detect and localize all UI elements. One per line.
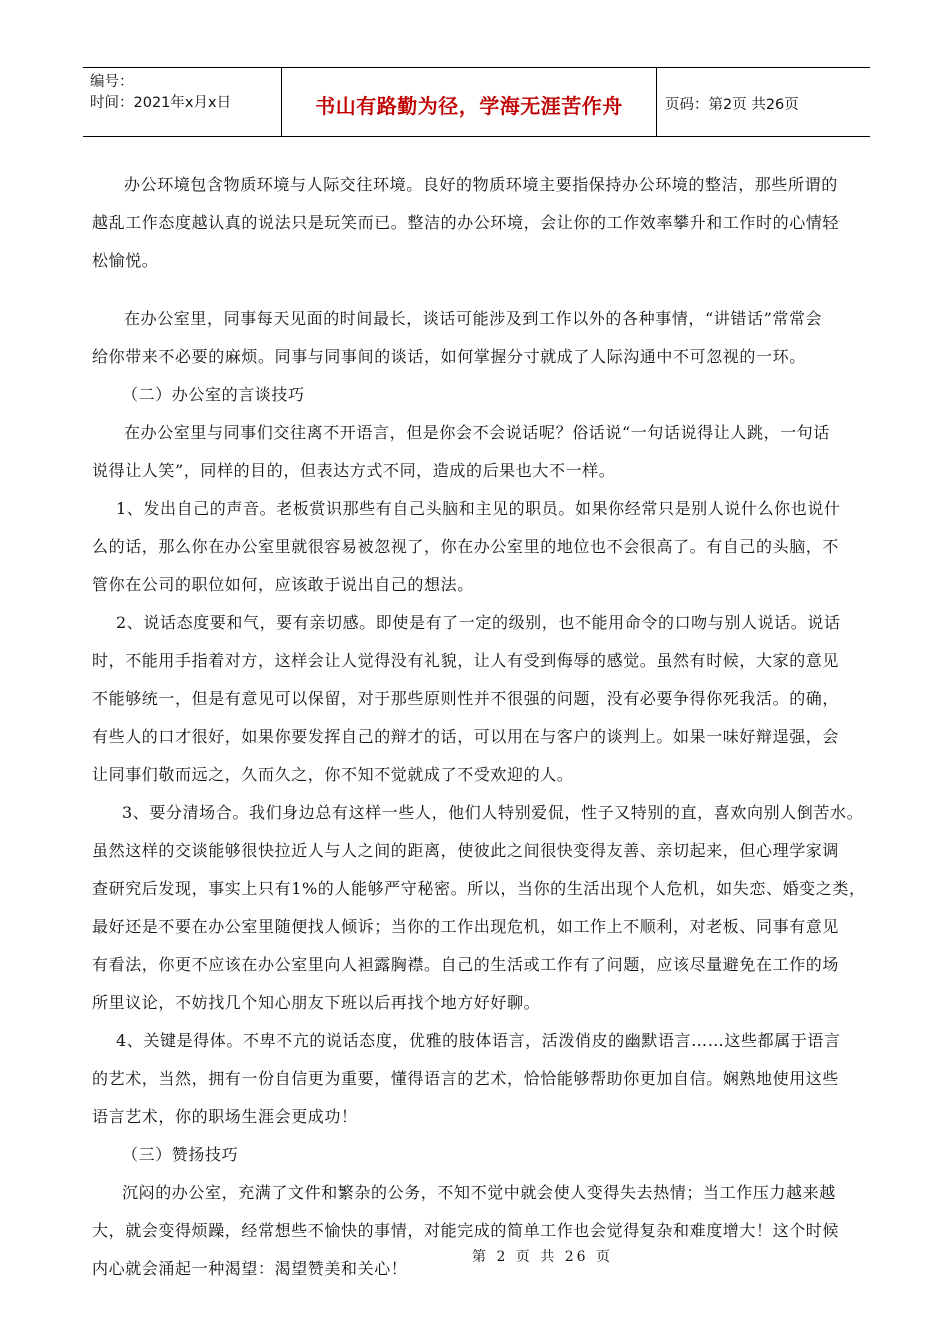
header-motto-cell [282,68,657,136]
body-line: 虽然这样的交谈能够很快拉近人与人之间的距离，使彼此之间很快变得友善、亲切起来，但心理学家调 [92,841,840,860]
page-info: 页码：第2页 共26页 [665,97,799,113]
body-line: 有些人的口才很好，如果你要发挥自己的辩才的话，可以用在与客户的谈判上。如果一味好辩逞强，会 [92,727,840,746]
body-line: 最好还是不要在办公室里随便找人倾诉；当你的工作出现危机，如工作上不顺利，对老板、同事有意见 [92,917,840,936]
footer-page-number: 第 2 页 共 26 页 [472,1249,613,1265]
time-label: 时间：2021年x月x日 [90,95,232,111]
body-line: 越乱工作态度越认真的说法只是玩笑而已。整洁的办公环境，会让你的工作效率攀升和工作时的心情轻 [92,213,840,232]
motto: 书山有路勤为径，学海无涯苦作舟 [315,93,623,118]
body-line: 办公环境包含物质环境与人际交往环境。良好的物质环境主要指保持办公环境的整洁，那些所谓的 [124,175,838,194]
body-line: 时，不能用手指着对方，这样会让人觉得没有礼貌，让人有受到侮辱的感觉。虽然有时候，大家的意见 [92,651,840,670]
page-footer [0,1246,950,1266]
paragraph-gap [92,280,872,300]
header-page-info-cell [657,68,870,136]
number-label: 编号： [90,74,134,90]
body-line: 语言艺术，你的职场生涯会更成功！ [92,1107,358,1126]
body-line: 4、关键是得体。不卑不亢的说话态度，优雅的肢体语言，活泼俏皮的幽默语言……这些都属于语言 [116,1031,841,1050]
body-line: 在办公室里，同事每天见面的时间最长，谈话可能涉及到工作以外的各种事情，“讲错话”常常会 [124,309,823,328]
body-line: 大，就会变得烦躁，经常想些不愉快的事情，对能完成的简单工作也会觉得复杂和难度增大！这个时候 [92,1221,840,1240]
body-line: 2、说话态度要和气，要有亲切感。即使是有了一定的级别，也不能用命令的口吻与别人说话。说话 [116,613,841,632]
body-line: 在办公室里与同事们交往离不开语言，但是你会不会说话呢？俗话说“一句话说得让人跳，一句话 [124,423,830,442]
body-line: 的艺术，当然，拥有一份自信更为重要，懂得语言的艺术，恰恰能够帮助你更加自信。娴熟地使用这些 [92,1069,840,1088]
body-line: 有看法，你更不应该在办公室里向人袒露胸襟。自己的生活或工作有了问题，应该尽量避免在工作的场 [92,955,840,974]
body-line: 给你带来不必要的麻烦。同事与同事间的谈话，如何掌握分寸就成了人际沟通中不可忽视的一环。 [92,347,806,366]
body-line: 么的话，那么你在办公室里就很容易被忽视了，你在办公室里的地位也不会很高了。有自己的头脑，不 [92,537,840,556]
body-line: 不能够统一，但是有意见可以保留，对于那些原则性并不很强的问题，没有必要争得你死我活。的确， [92,689,840,708]
body-line: 沉闷的办公室，充满了文件和繁杂的公务，不知不觉中就会使人变得失去热情；当工作压力越来越 [122,1183,836,1202]
body-line: 1、发出自己的声音。老板赏识那些有自己头脑和主见的职员。如果你经常只是别人说什么你也说什 [116,499,841,518]
header-meta [83,68,282,136]
body-line: 管你在公司的职位如何，应该敢于说出自己的想法。 [92,575,474,594]
body-line: 所里议论，不妨找几个知心朋友下班以后再找个地方好好聊。 [92,993,541,1012]
document-body [92,166,872,1288]
body-line: 3、要分清场合。我们身边总有这样一些人，他们人特别爱侃，性子又特别的直，喜欢向别人倒苦水。 [122,803,864,822]
body-line: 让同事们敬而远之，久而久之，你不知不觉就成了不受欢迎的人。 [92,765,574,784]
body-line: 松愉悦。 [92,251,159,270]
body-line: 查研究后发现，事实上只有1%的人能够严守秘密。所以，当你的生活出现个人危机，如失恋、婚变之类， [92,879,866,898]
section-heading: （二）办公室的言谈技巧 [122,385,305,404]
page-header [83,67,870,137]
body-line: 内心就会涌起一种渴望：渴望赞美和关心！ [92,1259,408,1278]
body-line: 说得让人笑”，同样的目的，但表达方式不同，造成的后果也大不一样。 [92,461,616,480]
section-heading: （三）赞扬技巧 [122,1145,239,1164]
